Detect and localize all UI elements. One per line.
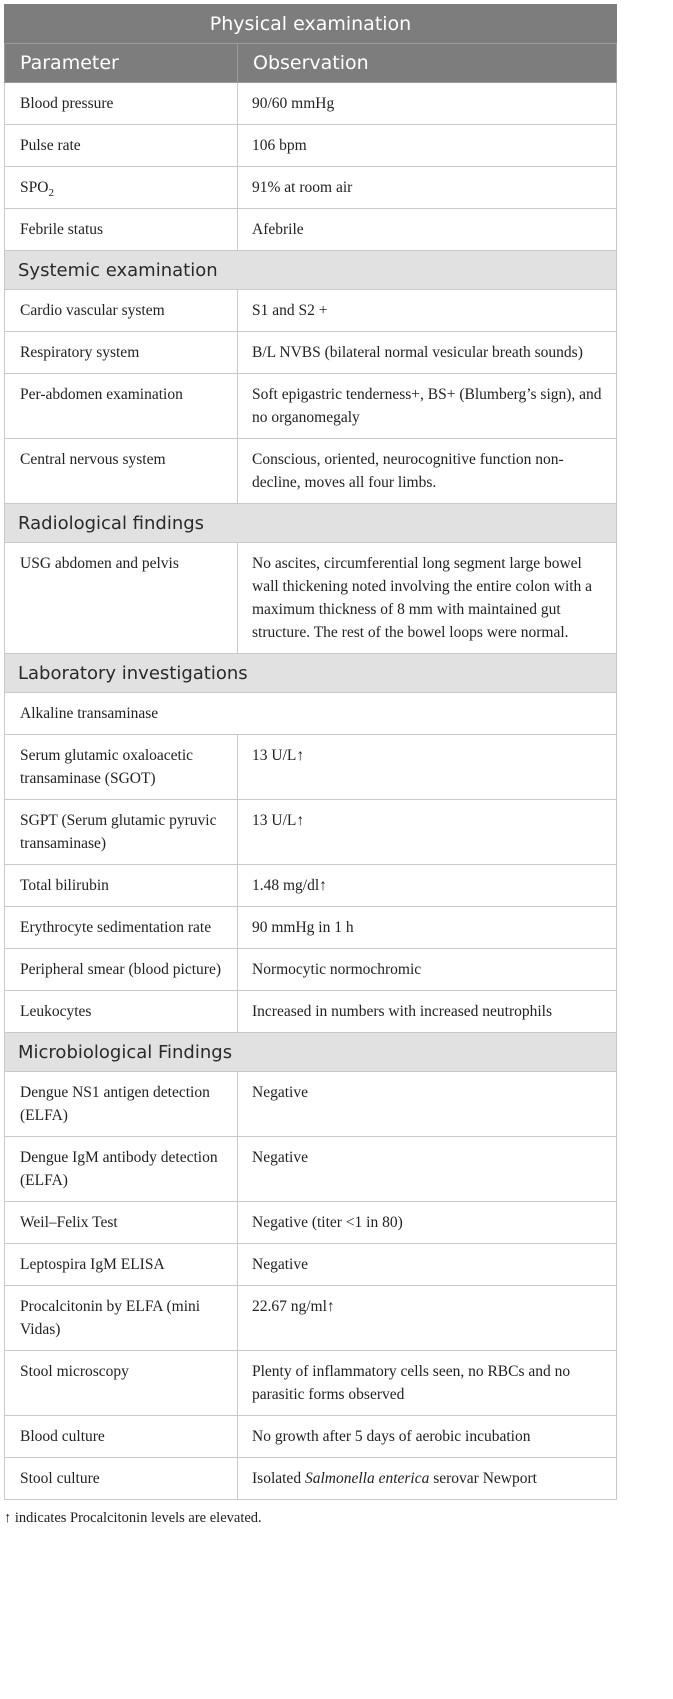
lab-subheader: Alkaline transaminase [5,693,617,735]
stool-culture-suffix: serovar Newport [429,1470,537,1487]
table-row [5,991,617,1033]
header-observation: Observation [238,44,617,83]
table-row [5,290,617,332]
table-row [5,374,617,439]
row-observation: Conscious, oriented, neurocognitive function non-decline, moves all four limbs. [238,439,617,504]
row-parameter: Weil–Felix Test [5,1202,238,1244]
row-parameter: Febrile status [5,209,238,251]
row-observation: Plenty of inflammatory cells seen, no RBCs and no parasitic forms observed [238,1351,617,1416]
table-row [5,1072,617,1137]
spo2-label: SPO [20,179,49,196]
row-parameter: Pulse rate [5,125,238,167]
row-observation [238,1458,617,1500]
table-row [5,167,617,209]
row-observation: 22.67 ng/ml↑ [238,1286,617,1351]
row-observation: 90 mmHg in 1 h [238,907,617,949]
row-parameter: Per-abdomen examination [5,374,238,439]
section-row [5,654,617,693]
table-title: Physical examination [5,5,617,44]
row-observation: 91% at room air [238,167,617,209]
spo2-subscript: 2 [48,187,54,200]
table-row [5,83,617,125]
row-parameter: Blood culture [5,1416,238,1458]
row-observation: 13 U/L↑ [238,735,617,800]
table-row [5,543,617,654]
row-observation: S1 and S2 + [238,290,617,332]
row-observation: Negative (titer <1 in 80) [238,1202,617,1244]
table-row [5,1351,617,1416]
table-row [5,1202,617,1244]
table-row [5,865,617,907]
row-parameter: Central nervous system [5,439,238,504]
header-parameter: Parameter [5,44,238,83]
column-header-row [5,44,617,83]
table-row [5,949,617,991]
row-observation: Normocytic normochromic [238,949,617,991]
row-observation: Negative [238,1137,617,1202]
row-observation: 13 U/L↑ [238,800,617,865]
table-row [5,209,617,251]
examination-table [4,4,617,1500]
row-observation: Negative [238,1072,617,1137]
organism-name: Salmonella enterica [304,1470,430,1487]
table-row [5,1137,617,1202]
row-observation: Increased in numbers with increased neutrophils [238,991,617,1033]
table-footnote: ↑ indicates Procalcitonin levels are elevated. [4,1510,262,1526]
table-row [5,1416,617,1458]
section-row [5,1033,617,1072]
row-parameter: SGPT (Serum glutamic pyruvic transaminase) [5,800,238,865]
row-parameter: Peripheral smear (blood picture) [5,949,238,991]
row-parameter: Serum glutamic oxaloacetic transaminase (SGOT) [5,735,238,800]
row-observation: 1.48 mg/dl↑ [238,865,617,907]
row-parameter: Dengue NS1 antigen detection (ELFA) [5,1072,238,1137]
row-observation: Negative [238,1244,617,1286]
row-parameter: Erythrocyte sedimentation rate [5,907,238,949]
row-observation: 90/60 mmHg [238,83,617,125]
table-row [5,693,617,735]
table-row [5,800,617,865]
row-parameter: Stool microscopy [5,1351,238,1416]
row-parameter: Leukocytes [5,991,238,1033]
table-row [5,1286,617,1351]
row-observation: B/L NVBS (bilateral normal vesicular breath sounds) [238,332,617,374]
row-observation: Afebrile [238,209,617,251]
table-title-row [5,5,617,44]
examination-table-container [4,4,616,1500]
row-observation: No ascites, circumferential long segment large bowel wall thickening noted involving the entire colon with a maximum thickness of 8 mm with maintained gut structure. The rest of the bowel loops were normal. [238,543,617,654]
row-parameter: Stool culture [5,1458,238,1500]
table-row [5,125,617,167]
row-observation: No growth after 5 days of aerobic incubation [238,1416,617,1458]
section-microbiology: Microbiological Findings [5,1033,617,1072]
row-parameter: Dengue IgM antibody detection (ELFA) [5,1137,238,1202]
stool-culture-prefix: Isolated [252,1470,305,1487]
row-parameter: Cardio vascular system [5,290,238,332]
row-parameter: Procalcitonin by ELFA (mini Vidas) [5,1286,238,1351]
row-parameter: Respiratory system [5,332,238,374]
table-row [5,907,617,949]
row-observation: Soft epigastric tenderness+, BS+ (Blumberg’s sign), and no organomegaly [238,374,617,439]
row-parameter [5,167,238,209]
table-row [5,735,617,800]
section-radiology: Radiological findings [5,504,617,543]
section-row [5,504,617,543]
row-parameter: Total bilirubin [5,865,238,907]
row-parameter: USG abdomen and pelvis [5,543,238,654]
section-row [5,251,617,290]
table-row [5,332,617,374]
section-systemic: Systemic examination [5,251,617,290]
row-parameter: Leptospira IgM ELISA [5,1244,238,1286]
table-row [5,439,617,504]
table-row [5,1244,617,1286]
section-laboratory: Laboratory investigations [5,654,617,693]
row-observation: 106 bpm [238,125,617,167]
row-parameter: Blood pressure [5,83,238,125]
table-row [5,1458,617,1500]
